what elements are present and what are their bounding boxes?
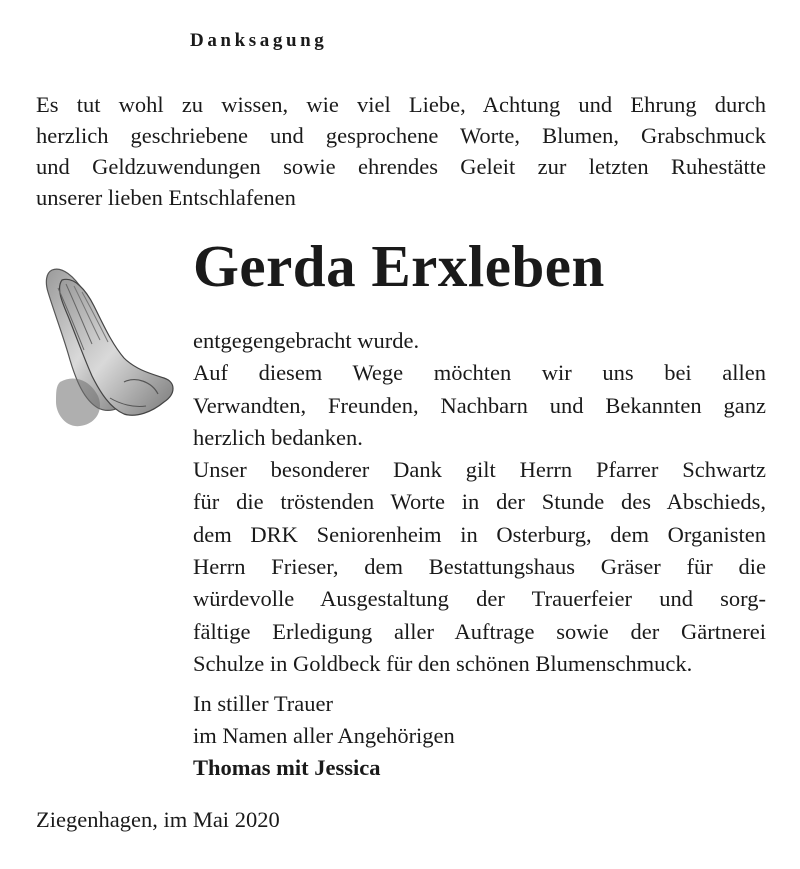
body-line: für die tröstenden Worte in der Stunde des Abschieds, <box>193 489 766 515</box>
signature-block <box>193 688 455 784</box>
body-line: würdevolle Ausgestaltung der Trauerfeier und sorg- <box>193 586 766 612</box>
intro-line: unserer lieben Entschlafenen <box>36 185 296 210</box>
thanks-paragraph <box>193 325 766 680</box>
body-line: Verwandten, Freunden, Nachbarn und Bekannten ganz <box>193 392 766 418</box>
place-and-date: Ziegenhagen, im Mai 2020 <box>36 807 280 832</box>
body-line: entgegengebracht wurde. <box>193 328 420 353</box>
deceased-name: Gerda Erxleben <box>193 233 605 299</box>
signature-line: In stiller Trauer <box>193 691 333 716</box>
body-line: Herrn Frieser, dem Bestattungshaus Gräser für die <box>193 554 766 580</box>
body-line: Auf diesem Wege möchten wir uns bei allen <box>193 360 766 386</box>
intro-line: herzlich geschriebene und gesprochene Worte, Blumen, Grabschmuck <box>36 123 766 148</box>
body-line: Schulze in Goldbeck für den schönen Blumenschmuck. <box>193 650 693 676</box>
praying-hands-icon <box>40 262 180 432</box>
intro-paragraph <box>36 89 766 213</box>
body-line: herzlich bedanken. <box>193 424 363 450</box>
notice-heading: Danksagung <box>190 30 328 51</box>
signature-line: im Namen aller Angehörigen <box>193 723 455 748</box>
intro-line: und Geldzuwendungen sowie ehrendes Geleit zur letzten Ruhestätte <box>36 154 766 179</box>
body-line: dem DRK Seniorenheim in Osterburg, dem Organisten <box>193 521 766 547</box>
body-line: fältige Erledigung aller Auftrage sowie der Gärtnerei <box>193 618 766 644</box>
intro-line: Es tut wohl zu wissen, wie viel Liebe, Achtung und Ehrung durch <box>36 92 766 117</box>
signature-names: Thomas mit Jessica <box>193 755 381 780</box>
body-line: Unser besonderer Dank gilt Herrn Pfarrer Schwartz <box>193 457 766 483</box>
